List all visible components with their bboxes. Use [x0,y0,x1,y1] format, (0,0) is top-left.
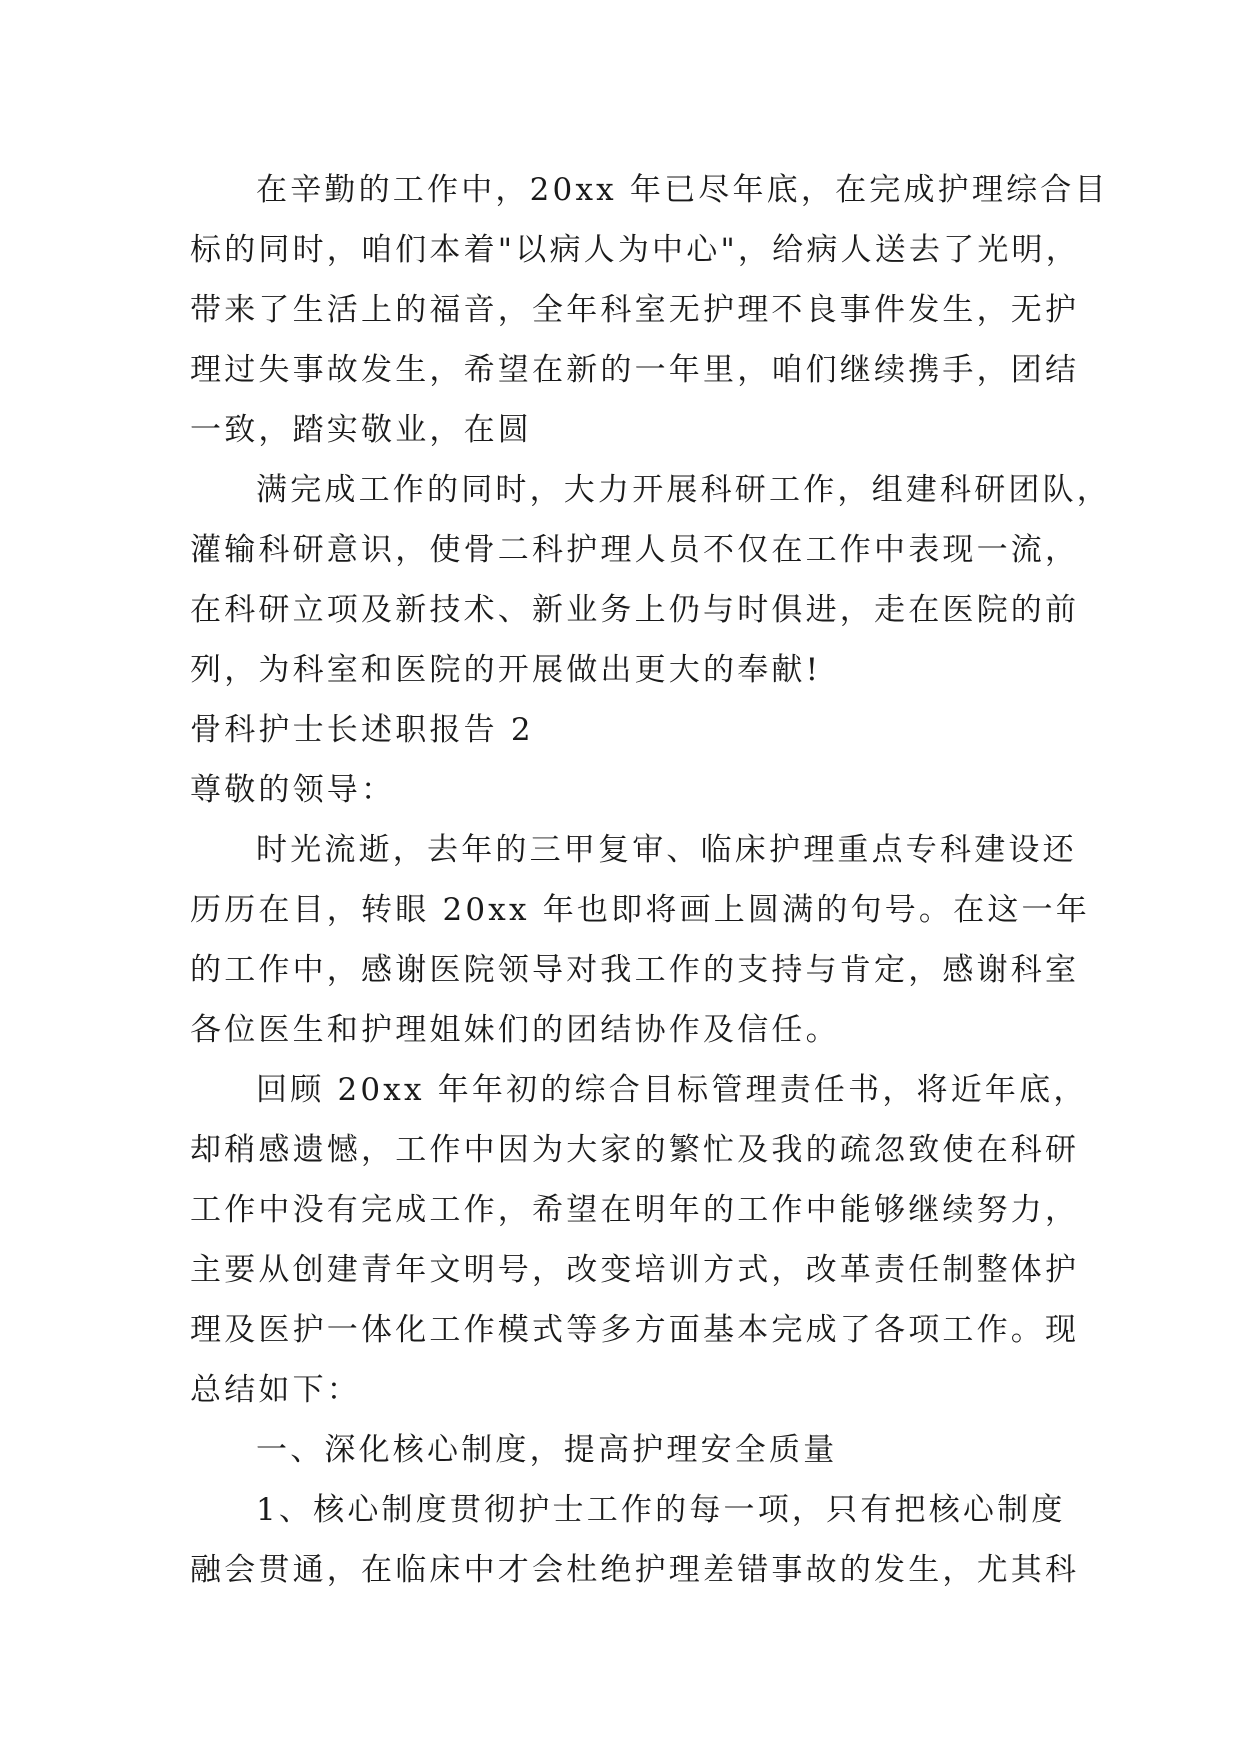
text-line: 一致，踏实敬业，在圆 [190,412,532,448]
text-line: 满完成工作的同时，大力开展科研工作，组建科研团队， [256,472,1111,508]
text-line: 标的同时，咱们本着"以病人为中心"，给病人送去了光明， [190,232,1080,268]
text-line: 在辛勤的工作中，20xx 年已尽年底，在完成护理综合目 [256,172,1109,208]
paragraph-item-1 [190,1480,1080,1600]
text-line: 主要从创建青年文明号，改变培训方式，改革责任制整体护 [190,1252,1080,1288]
text-line: 灌输科研意识，使骨二科护理人员不仅在工作中表现一流， [190,532,1080,568]
paragraph-goals [190,1060,1088,1420]
text-line: 工作中没有完成工作，希望在明年的工作中能够继续努力， [190,1192,1080,1228]
text-line: 骨科护士长述职报告 2 [190,712,534,748]
text-line: 总结如下： [190,1372,361,1408]
text-line: 一、深化核心制度，提高护理安全质量 [256,1432,838,1468]
document-body [190,160,1111,1600]
text-line: 的工作中，感谢医院领导对我工作的支持与肯定，感谢科室 [190,952,1080,988]
section-heading-1 [190,1420,1060,1480]
text-line: 理过失事故发生，希望在新的一年里，咱们继续携手，团结 [190,352,1080,388]
text-line: 融会贯通，在临床中才会杜绝护理差错事故的发生，尤其科 [190,1552,1080,1588]
text-line: 各位医生和护理姐妹们的团结协作及信任。 [190,1012,840,1048]
text-line: 列，为科室和医院的开展做出更大的奉献! [190,652,822,688]
text-line: 时光流逝，去年的三甲复审、临床护理重点专科建设还 [256,832,1077,868]
text-line: 带来了生活上的福音，全年科室无护理不良事件发生，无护 [190,292,1080,328]
paragraph-research [190,460,1111,700]
text-line: 理及医护一体化工作模式等多方面基本完成了各项工作。现 [190,1312,1080,1348]
text-line: 却稍感遗憾，工作中因为大家的繁忙及我的疏忽致使在科研 [190,1132,1080,1168]
paragraph-review-year [190,820,1090,1060]
salutation [190,760,1060,820]
paragraph-intro [190,160,1109,460]
text-line: 回顾 20xx 年年初的综合目标管理责任书，将近年底， [256,1072,1088,1108]
report-title [190,700,1060,760]
text-line: 在科研立项及新技术、新业务上仍与时俱进，走在医院的前 [190,592,1080,628]
text-line: 尊敬的领导： [190,772,396,808]
text-line: 历历在目，转眼 20xx 年也即将画上圆满的句号。在这一年 [190,892,1090,928]
text-line: 1、核心制度贯彻护士工作的每一项，只有把核心制度 [256,1492,1066,1528]
